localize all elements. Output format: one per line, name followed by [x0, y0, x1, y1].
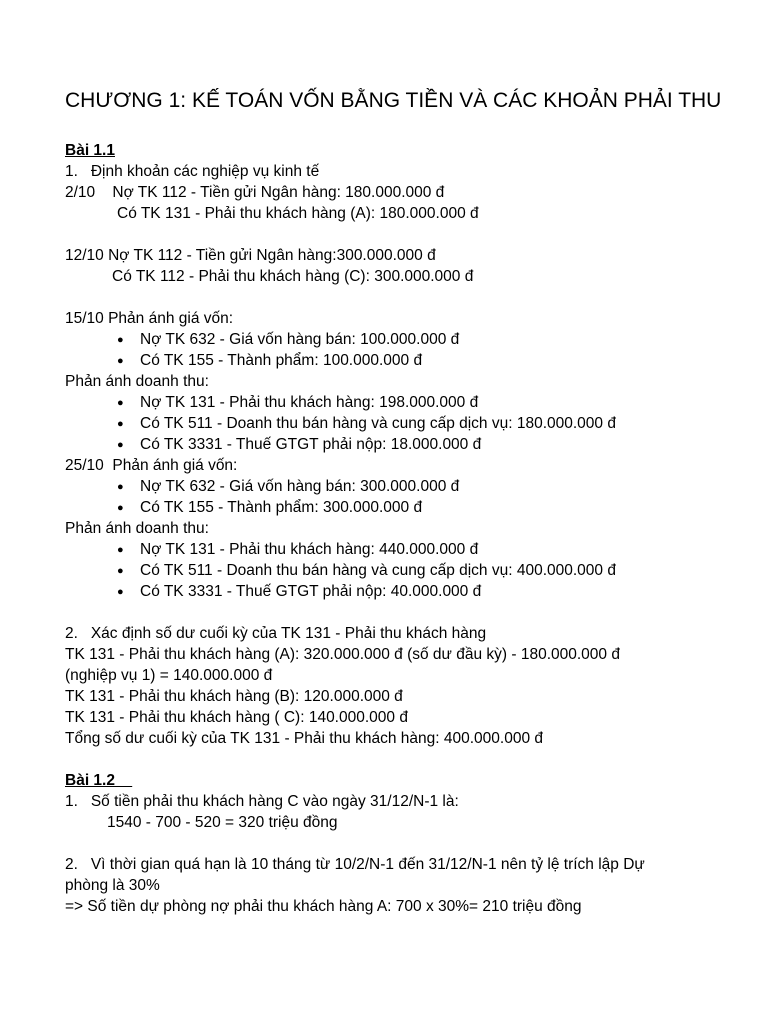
bullet-icon: ●	[117, 565, 124, 577]
entry-3-bullet-4: Có TK 511 - Doanh thu bán hàng và cung cấp dịch vụ: 180.000.000 đ	[140, 415, 616, 432]
bullet-icon: ●	[117, 586, 124, 598]
exercise-1-1-heading: Bài 1.1	[65, 142, 115, 159]
question-2-line-1: 2. Vì thời gian quá hạn là 10 tháng từ 10/2/N-1 đến 31/12/N-1 nên tỷ lệ trích lập Dự	[65, 856, 645, 873]
entry-3-bullet-3: Nợ TK 131 - Phải thu khách hàng: 198.000.000 đ	[140, 394, 479, 411]
bullet-icon: ●	[117, 481, 124, 493]
bullet-icon: ●	[117, 439, 124, 451]
entry-2-credit: Có TK 112 - Phải thu khách hàng (C): 300.000.000 đ	[112, 268, 474, 285]
entry-4-bullet-4: Có TK 511 - Doanh thu bán hàng và cung cấp dịch vụ: 400.000.000 đ	[140, 562, 616, 579]
part-2-line-1: TK 131 - Phải thu khách hàng (A): 320.000.000 đ (số dư đầu kỳ) - 180.000.000 đ	[65, 646, 620, 663]
entry-4-bullet-3: Nợ TK 131 - Phải thu khách hàng: 440.000.000 đ	[140, 541, 479, 558]
entry-3-bullet-1: Nợ TK 632 - Giá vốn hàng bán: 100.000.000 đ	[140, 331, 460, 348]
bullet-icon: ●	[117, 502, 124, 514]
entry-3-revenue-heading: Phản ánh doanh thu:	[65, 373, 209, 390]
entry-1-credit: Có TK 131 - Phải thu khách hàng (A): 180.000.000 đ	[117, 205, 479, 222]
part-2-heading: 2. Xác định số dư cuối kỳ của TK 131 - Phải thu khách hàng	[65, 625, 487, 642]
entry-4-bullet-5: Có TK 3331 - Thuế GTGT phải nộp: 40.000.000 đ	[140, 583, 482, 600]
bullet-icon: ●	[117, 418, 124, 430]
bullet-icon: ●	[117, 544, 124, 556]
entry-4-bullet-2: Có TK 155 - Thành phẩm: 300.000.000 đ	[140, 499, 423, 516]
part-2-line-2: (nghiệp vụ 1) = 140.000.000 đ	[65, 667, 273, 684]
entry-4-revenue-heading: Phản ánh doanh thu:	[65, 520, 209, 537]
entry-2-debit: 12/10 Nợ TK 112 - Tiền gửi Ngân hàng:300.000.000 đ	[65, 247, 436, 264]
part-1-heading: 1. Định khoản các nghiệp vụ kinh tế	[65, 163, 320, 180]
entry-3-bullet-2: Có TK 155 - Thành phẩm: 100.000.000 đ	[140, 352, 423, 369]
bullet-icon: ●	[117, 334, 124, 346]
part-2-line-5: Tổng số dư cuối kỳ của TK 131 - Phải thu khách hàng: 400.000.000 đ	[65, 730, 543, 747]
chapter-title: CHƯƠNG 1: KẾ TOÁN VỐN BẰNG TIỀN VÀ CÁC KHOẢN PHẢI THU	[65, 89, 722, 112]
part-2-line-3: TK 131 - Phải thu khách hàng (B): 120.000.000 đ	[65, 688, 403, 705]
entry-4-heading: 25/10 Phản ánh giá vốn:	[65, 457, 238, 474]
question-1-calculation: 1540 - 700 - 520 = 320 triệu đồng	[107, 814, 338, 831]
entry-3-bullet-5: Có TK 3331 - Thuế GTGT phải nộp: 18.000.000 đ	[140, 436, 482, 453]
question-2-line-2: phòng là 30%	[65, 877, 160, 894]
part-2-line-4: TK 131 - Phải thu khách hàng ( C): 140.000.000 đ	[65, 709, 408, 726]
entry-4-bullet-1: Nợ TK 632 - Giá vốn hàng bán: 300.000.000 đ	[140, 478, 460, 495]
question-1: 1. Số tiền phải thu khách hàng C vào ngày 31/12/N-1 là:	[65, 793, 459, 810]
bullet-icon: ●	[117, 397, 124, 409]
entry-3-heading: 15/10 Phản ánh giá vốn:	[65, 310, 234, 327]
question-2-line-3: => Số tiền dự phòng nợ phải thu khách hàng A: 700 x 30%= 210 triệu đồng	[65, 898, 582, 915]
exercise-1-2-heading: Bài 1.2	[65, 772, 133, 789]
entry-1-debit: 2/10 Nợ TK 112 - Tiền gửi Ngân hàng: 180.000.000 đ	[65, 184, 445, 201]
bullet-icon: ●	[117, 355, 124, 367]
